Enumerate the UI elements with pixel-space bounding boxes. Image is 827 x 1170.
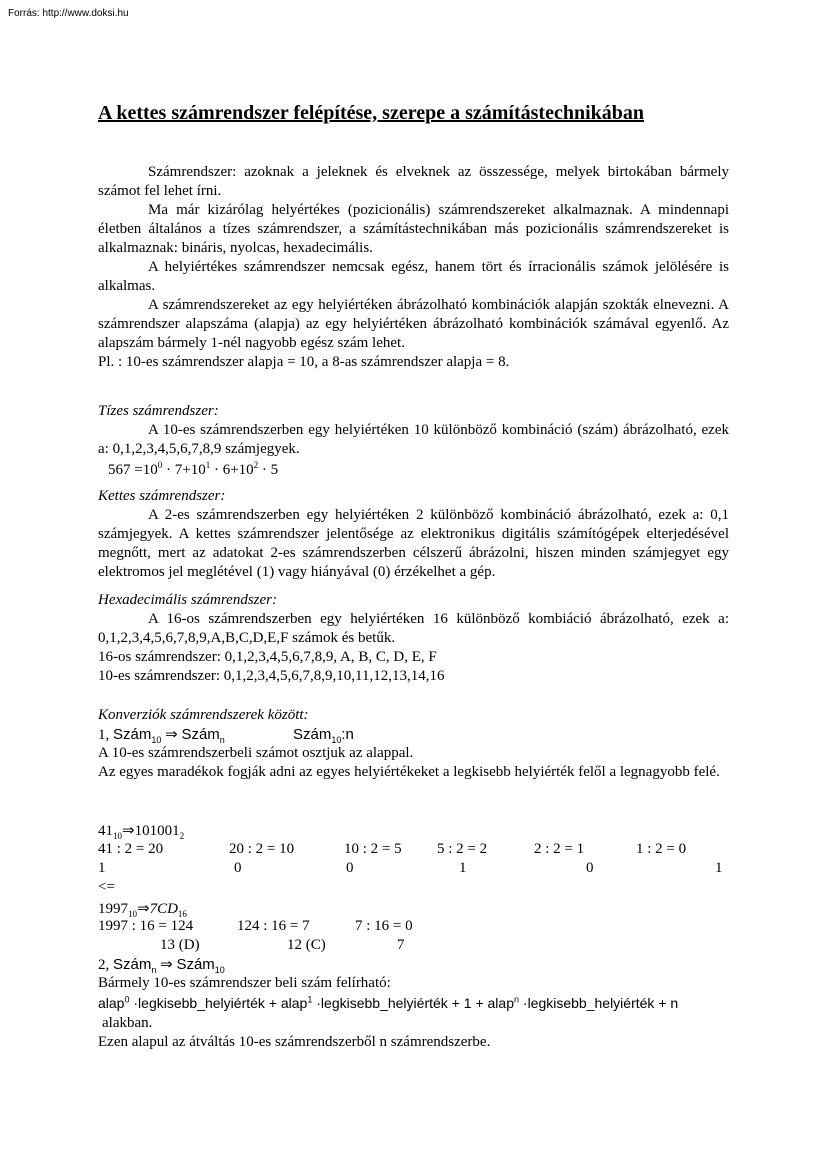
plus-operator: + — [658, 995, 667, 1011]
formula-digit: 6 — [222, 462, 231, 478]
plus-operator: + — [230, 462, 239, 478]
remainder: 7 — [397, 937, 405, 953]
formula-term: legkisebb_helyiérték — [320, 995, 448, 1011]
example-result: 101001 — [134, 823, 180, 839]
szam-label: Szám — [113, 726, 152, 743]
formula-one: 1 — [463, 995, 472, 1011]
szam-label: Szám — [113, 956, 152, 973]
formula-alap: alap — [280, 995, 308, 1011]
implies-arrow-icon: ⇒ — [137, 899, 150, 917]
conversion-1-operation — [293, 725, 354, 744]
implies-arrow-icon: ⇒ — [160, 955, 173, 973]
szam-label: Szám — [176, 956, 215, 973]
decimal-heading: Tízes számrendszer: — [98, 403, 219, 419]
division-step: 20 : 2 = 10 — [229, 841, 295, 857]
example-number: 1997 — [98, 901, 128, 917]
intro-paragraph-4: A számrendszereket az egy helyiértéken ábrázolható kombinációk alapján szokták elnevezni. A számrendszer alapszáma (alapja) az egy helyiértéken ábrázolható kombinációk számával egyenlő. Az alapszám bármely 1-nél nagyobb egész szám lehet. — [98, 297, 729, 351]
division-step: 41 : 2 = 20 — [98, 841, 164, 857]
formula-exp: 2 — [253, 460, 259, 470]
dot-operator: · — [261, 462, 267, 478]
formula-digit: 7 — [174, 462, 183, 478]
plus-operator: + — [475, 995, 484, 1011]
page-title: A kettes számrendszer felépítése, szerepe a számítástechnikában — [98, 102, 645, 124]
hex-heading: Hexadecimális számrendszer: — [98, 592, 277, 608]
subscript: 2 — [179, 831, 185, 841]
subscript: 16 — [177, 909, 187, 919]
division-step: 10 : 2 = 5 — [344, 841, 402, 857]
division-step: 124 : 16 = 7 — [237, 918, 310, 934]
formula-base: 10 — [238, 462, 254, 478]
division-step: 2 : 2 = 1 — [534, 841, 585, 857]
dot-operator: · — [522, 995, 528, 1011]
general-formula — [98, 994, 678, 1013]
formula-exp: n — [513, 994, 519, 1005]
formula-term: legkisebb_helyiérték — [527, 995, 655, 1011]
formula-base: 10 — [190, 462, 206, 478]
hex-line-10: 10-es számrendszer: 0,1,2,3,4,5,6,7,8,9,10,11,12,13,14,16 — [98, 668, 445, 684]
subscript: 10 — [331, 735, 342, 745]
formula-digit: 5 — [270, 462, 279, 478]
dot-operator: · — [165, 462, 171, 478]
conversion-1-number: 1, — [98, 727, 113, 743]
intro-paragraph-1: Számrendszer: azoknak a jeleknek és elveknek az összessége, melyek birtokában bármely számot fel lehet írni. — [98, 164, 729, 199]
subscript: 10 — [128, 909, 137, 919]
hex-line-16: 16-os számrendszer: 0,1,2,3,4,5,6,7,8,9, A, B, C, D, E, F — [98, 649, 437, 665]
source-caption: Forrás: http://www.doksi.hu — [8, 8, 129, 19]
implies-arrow-icon: ⇒ — [165, 725, 178, 743]
conversion-2-number: 2, — [98, 957, 113, 973]
remainder: 1 — [98, 860, 106, 876]
divide-by-n: :n — [341, 726, 354, 743]
division-step: 7 : 16 = 0 — [355, 918, 413, 934]
subscript: 10 — [113, 831, 122, 841]
implies-arrow-icon: ⇒ — [122, 821, 135, 839]
formula-exp: 1 — [307, 994, 313, 1005]
subscript: n — [219, 735, 225, 745]
conversion-desc-2: Az egyes maradékok fogják adni az egyes helyiértékeket a legkisebb helyiérték felől a legnagyobb felé. — [98, 764, 720, 780]
formula-alap: alap — [98, 995, 125, 1011]
szam-label: Szám — [293, 726, 332, 743]
plus-operator: + — [182, 462, 191, 478]
subscript: 10 — [151, 735, 162, 745]
division-step: 5 : 2 = 2 — [437, 841, 488, 857]
subscript: n — [151, 965, 157, 975]
example-line: Pl. : 10-es számrendszer alapja = 10, a 8-as számrendszer alapja = 8. — [98, 354, 510, 370]
intro-paragraph-3: A helyiértékes számrendszer nemcsak egész, hanem tört és írracionális számok jelölésére is alkalmas. — [98, 259, 729, 294]
intro-block — [98, 163, 729, 372]
plus-operator: + — [451, 995, 460, 1011]
conversion-desc-5: Ezen alapul az átváltás 10-es számrendszerből n számrendszerbe. — [98, 1034, 491, 1050]
division-step: 1 : 2 = 0 — [636, 841, 687, 857]
intro-paragraph-2: Ma már kizárólag helyértékes (pozicionális) számrendszereket alkalmaznak. A mindennapi életben általános a tízes számrendszer, a számítástechnikában más pozicionális számrendszereket is alkalmaznak: bináris, nyolcas, hexadecimális. — [98, 202, 729, 256]
plus-operator: + — [268, 995, 277, 1011]
szam-label: Szám — [181, 726, 220, 743]
formula-n: n — [670, 995, 679, 1011]
hex-text: A 16-os számrendszerben egy helyiértéken 16 különböző kombiáció ábrázolható, ezek a: 0,1,2,3,4,5,6,7,8,9,A,B,C,D,E,F számok és betűk. — [98, 611, 729, 646]
dot-operator: · — [133, 995, 139, 1011]
conversion-desc-3: Bármely 10-es számrendszer beli szám felírható: — [98, 975, 391, 991]
dot-operator: · — [213, 462, 219, 478]
formula-alap: alap — [487, 995, 514, 1011]
conversion-1-title — [98, 725, 225, 745]
conversion-heading: Konverziók számrendszerek között: — [98, 707, 309, 723]
decimal-text: A 10-es számrendszerben egy helyiértéken 10 különböző kombináció (szám) ábrázolható, ezek a: 0,1,2,3,4,5,6,7,8,9 számjegyek. — [98, 422, 729, 457]
formula-exp: 0 — [157, 460, 163, 470]
formula-exp: 1 — [205, 460, 211, 470]
example-result: 7CD — [149, 901, 178, 917]
remainder: 0 — [346, 860, 354, 876]
binary-text: A 2-es számrendszerben egy helyiértéken 2 különböző kombináció ábrázolható, ezek a: 0,1 számjegyek. A kettes számrendszer jelentősége az elektronikus digitális számítógépek elterjedésével megnőtt, mert az adatokat 2-es számrendszerben célszerű ábrázolni, hiszen minden számjegyet egy elektromos jel meglétével (1) vagy hiányával (0) érzékelhet a gép. — [98, 507, 729, 580]
formula-exp: 0 — [124, 994, 130, 1005]
example-number: 41 — [98, 823, 113, 839]
formula-term: legkisebb_helyiérték — [138, 995, 265, 1011]
division-step: 1997 : 16 = 124 — [98, 918, 194, 934]
formula-base: 10 — [142, 462, 158, 478]
remainder: 13 (D) — [160, 937, 200, 953]
conversion-desc-4: alakban. — [102, 1015, 153, 1031]
example-1-title — [98, 821, 184, 841]
formula-equals: = — [134, 462, 143, 478]
remainder: 0 — [586, 860, 594, 876]
read-direction-arrow: <= — [98, 879, 115, 895]
binary-heading: Kettes számrendszer: — [98, 488, 226, 504]
remainder: 12 (C) — [287, 937, 326, 953]
conversion-desc-1: A 10-es számrendszerbeli számot osztjuk az alappal. — [98, 745, 414, 761]
remainder: 1 — [715, 860, 723, 876]
subscript: 10 — [214, 965, 225, 975]
formula-lhs: 567 — [108, 462, 131, 478]
conversion-2-title — [98, 955, 225, 975]
remainder: 0 — [234, 860, 242, 876]
decimal-formula — [108, 461, 278, 480]
dot-operator: · — [316, 995, 321, 1011]
remainder: 1 — [459, 860, 467, 876]
example-2-title — [98, 899, 187, 919]
